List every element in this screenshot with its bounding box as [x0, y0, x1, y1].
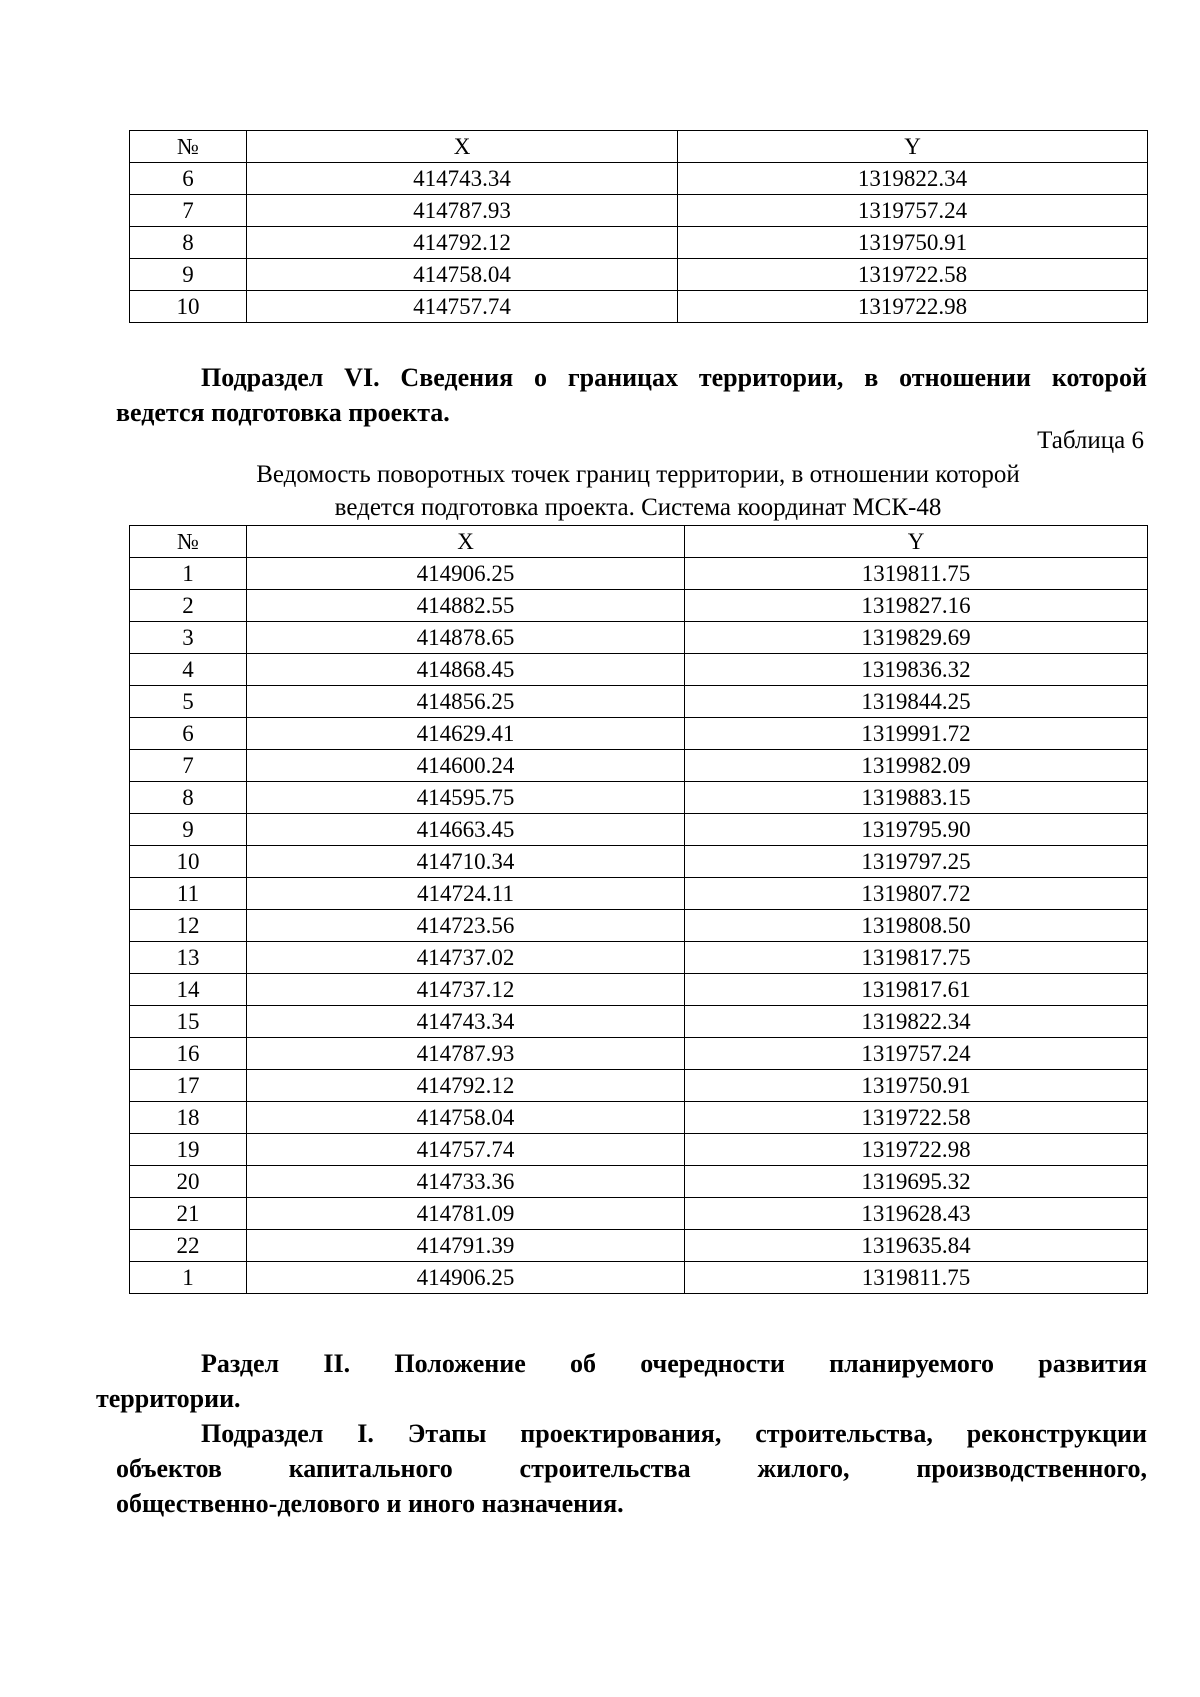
cell-x-coordinate: 414629.41	[247, 718, 685, 750]
cell-x-coordinate: 414868.45	[247, 654, 685, 686]
cell-x-coordinate: 414906.25	[247, 1262, 685, 1294]
cell-point-number: 13	[130, 942, 247, 974]
table-row	[130, 910, 1148, 942]
cell-y-coordinate: 1319883.15	[685, 782, 1148, 814]
cell-x-coordinate: 414758.04	[247, 1102, 685, 1134]
cell-point-number: 22	[130, 1230, 247, 1262]
cell-y-coordinate: 1319750.91	[678, 227, 1148, 259]
table-row	[130, 1166, 1148, 1198]
cell-point-number: 8	[130, 227, 247, 259]
subsection-i-heading-line-3: общественно-делового и иного назначения.	[116, 1489, 624, 1518]
table-6-caption-line-2: ведется подготовка проекта. Система координат МСК-48	[334, 494, 942, 521]
table-row	[130, 1198, 1148, 1230]
cell-y-coordinate: 1319836.32	[685, 654, 1148, 686]
cell-point-number: 6	[130, 718, 247, 750]
cell-point-number: 2	[130, 590, 247, 622]
cell-x-coordinate: 414743.34	[247, 1006, 685, 1038]
table-row	[130, 718, 1148, 750]
cell-point-number: 14	[130, 974, 247, 1006]
cell-y-coordinate: 1319695.32	[685, 1166, 1148, 1198]
cell-y-coordinate: 1319817.75	[685, 942, 1148, 974]
cell-x-coordinate: 414595.75	[247, 782, 685, 814]
cell-y-coordinate: 1319757.24	[678, 195, 1148, 227]
cell-point-number: 15	[130, 1006, 247, 1038]
table-row	[130, 1262, 1148, 1294]
cell-y-coordinate: 1319982.09	[685, 750, 1148, 782]
coordinates-table-continued	[129, 130, 1148, 323]
cell-y-coordinate: 1319722.58	[678, 259, 1148, 291]
table-6-caption-line-1: Ведомость поворотных точек границ территории, в отношении которой	[256, 461, 1020, 488]
table-row	[130, 654, 1148, 686]
cell-y-coordinate: 1319808.50	[685, 910, 1148, 942]
cell-x-coordinate: 414882.55	[247, 590, 685, 622]
cell-point-number: 4	[130, 654, 247, 686]
cell-x-coordinate: 414878.65	[247, 622, 685, 654]
cell-x-coordinate: 414600.24	[247, 750, 685, 782]
cell-point-number: 7	[130, 195, 247, 227]
cell-y-coordinate: 1319635.84	[685, 1230, 1148, 1262]
table-row	[130, 1070, 1148, 1102]
cell-y-coordinate: 1319722.98	[685, 1134, 1148, 1166]
cell-point-number: 5	[130, 686, 247, 718]
cell-x-coordinate: 414787.93	[247, 1038, 685, 1070]
cell-point-number: 7	[130, 750, 247, 782]
table-header-row	[130, 526, 1148, 558]
cell-x-coordinate: 414737.12	[247, 974, 685, 1006]
table-row	[130, 1006, 1148, 1038]
cell-x-coordinate: 414758.04	[247, 259, 678, 291]
cell-point-number: 19	[130, 1134, 247, 1166]
cell-y-coordinate: 1319822.34	[685, 1006, 1148, 1038]
cell-point-number: 8	[130, 782, 247, 814]
table-row	[130, 163, 1148, 195]
cell-point-number: 10	[130, 846, 247, 878]
table-row	[130, 195, 1148, 227]
cell-y-coordinate: 1319822.34	[678, 163, 1148, 195]
cell-point-number: 1	[130, 558, 247, 590]
cell-x-coordinate: 414791.39	[247, 1230, 685, 1262]
cell-x-coordinate: 414792.12	[247, 227, 678, 259]
cell-point-number: 3	[130, 622, 247, 654]
cell-point-number: 20	[130, 1166, 247, 1198]
table-row	[130, 227, 1148, 259]
table-row	[130, 1038, 1148, 1070]
cell-y-coordinate: 1319722.58	[685, 1102, 1148, 1134]
column-header-y: Y	[685, 526, 1148, 558]
cell-y-coordinate: 1319797.25	[685, 846, 1148, 878]
subsection-i-heading	[116, 1416, 1147, 1521]
table-row	[130, 1230, 1148, 1262]
cell-x-coordinate: 414757.74	[247, 1134, 685, 1166]
cell-x-coordinate: 414737.02	[247, 942, 685, 974]
table-row	[130, 846, 1148, 878]
cell-x-coordinate: 414787.93	[247, 195, 678, 227]
subsection-i-heading-line-1: Подраздел I. Этапы проектирования, строительства, реконструкции	[201, 1419, 1147, 1448]
cell-point-number: 10	[130, 291, 247, 323]
section-ii-heading-line-1: Раздел II. Положение об очередности планируемого развития	[201, 1349, 1147, 1378]
cell-y-coordinate: 1319827.16	[685, 590, 1148, 622]
cell-x-coordinate: 414733.36	[247, 1166, 685, 1198]
table-row	[130, 942, 1148, 974]
column-header-y: Y	[678, 131, 1148, 163]
column-header-number: №	[130, 131, 247, 163]
table-row	[130, 750, 1148, 782]
table-row	[130, 259, 1148, 291]
cell-y-coordinate: 1319628.43	[685, 1198, 1148, 1230]
cell-point-number: 9	[130, 259, 247, 291]
subsection-vi-heading-line-1: Подраздел VI. Сведения о границах территории, в отношении которой	[201, 363, 1147, 392]
cell-point-number: 12	[130, 910, 247, 942]
column-header-x: X	[247, 526, 685, 558]
column-header-x: X	[247, 131, 678, 163]
cell-x-coordinate: 414792.12	[247, 1070, 685, 1102]
cell-point-number: 17	[130, 1070, 247, 1102]
table-row	[130, 622, 1148, 654]
cell-y-coordinate: 1319722.98	[678, 291, 1148, 323]
cell-point-number: 1	[130, 1262, 247, 1294]
table-row	[130, 558, 1148, 590]
cell-y-coordinate: 1319757.24	[685, 1038, 1148, 1070]
table-row	[130, 814, 1148, 846]
cell-x-coordinate: 414663.45	[247, 814, 685, 846]
cell-y-coordinate: 1319807.72	[685, 878, 1148, 910]
table-row	[130, 974, 1148, 1006]
cell-y-coordinate: 1319795.90	[685, 814, 1148, 846]
table-row	[130, 1134, 1148, 1166]
table-row	[130, 1102, 1148, 1134]
cell-point-number: 9	[130, 814, 247, 846]
cell-x-coordinate: 414723.56	[247, 910, 685, 942]
cell-x-coordinate: 414856.25	[247, 686, 685, 718]
cell-y-coordinate: 1319817.61	[685, 974, 1148, 1006]
section-ii-heading-line-2: территории.	[96, 1384, 241, 1413]
table-row	[130, 291, 1148, 323]
cell-y-coordinate: 1319750.91	[685, 1070, 1148, 1102]
subsection-vi-heading	[116, 360, 1147, 430]
cell-x-coordinate: 414710.34	[247, 846, 685, 878]
table-row	[130, 782, 1148, 814]
table-row	[130, 686, 1148, 718]
cell-y-coordinate: 1319811.75	[685, 1262, 1148, 1294]
table-row	[130, 878, 1148, 910]
subsection-vi-heading-line-2: ведется подготовка проекта.	[116, 398, 450, 427]
section-ii-heading	[96, 1346, 1147, 1416]
cell-x-coordinate: 414906.25	[247, 558, 685, 590]
cell-point-number: 16	[130, 1038, 247, 1070]
cell-point-number: 21	[130, 1198, 247, 1230]
cell-point-number: 18	[130, 1102, 247, 1134]
subsection-i-heading-line-2: объектов капитального строительства жилого, производственного,	[116, 1454, 1147, 1483]
table-6-caption	[129, 458, 1147, 524]
cell-x-coordinate: 414743.34	[247, 163, 678, 195]
cell-x-coordinate: 414757.74	[247, 291, 678, 323]
table-row	[130, 590, 1148, 622]
column-header-number: №	[130, 526, 247, 558]
cell-point-number: 11	[130, 878, 247, 910]
table-6-label: Таблица 6	[1037, 427, 1144, 454]
cell-y-coordinate: 1319991.72	[685, 718, 1148, 750]
table-header-row	[130, 131, 1148, 163]
cell-x-coordinate: 414724.11	[247, 878, 685, 910]
cell-x-coordinate: 414781.09	[247, 1198, 685, 1230]
cell-y-coordinate: 1319829.69	[685, 622, 1148, 654]
cell-y-coordinate: 1319811.75	[685, 558, 1148, 590]
cell-y-coordinate: 1319844.25	[685, 686, 1148, 718]
coordinates-table-6	[129, 525, 1148, 1294]
cell-point-number: 6	[130, 163, 247, 195]
